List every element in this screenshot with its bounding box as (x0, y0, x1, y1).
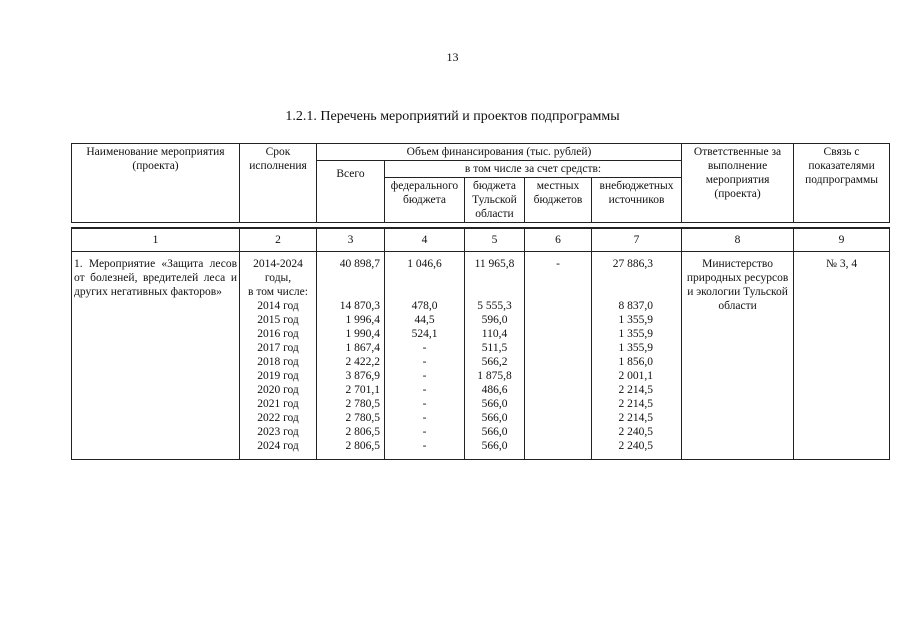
cell-line: 2 214,5 (618, 412, 654, 424)
cell-line: 2 701,1 (345, 384, 380, 396)
cell-line (387, 271, 462, 285)
cell-line: 566,0 (481, 440, 508, 452)
cell-line: 2 240,5 (618, 440, 654, 452)
cell-line: 566,0 (481, 412, 508, 424)
document-title: 1.2.1. Перечень мероприятий и проектов подпрограммы (285, 109, 620, 124)
column-number: 5 (465, 228, 525, 252)
column-number: 4 (385, 228, 465, 252)
cell-line (387, 285, 462, 299)
cell-line: 1 990,4 (345, 328, 380, 340)
header-financing: Объем финансирования (тыс. рублей) (317, 144, 682, 161)
cell-line: 110,4 (481, 328, 508, 340)
header-local: местных бюджетов (525, 178, 592, 223)
cell-line: - (422, 370, 427, 382)
header-federal: федерального бюджета (385, 178, 465, 223)
header-name: Наименование мероприятия (проекта) (72, 144, 240, 223)
cell-line: 2 214,5 (618, 398, 654, 410)
cell-line: 1 355,9 (618, 342, 654, 354)
cell-line (319, 271, 380, 285)
cell-line: 511,5 (481, 342, 508, 354)
cell-line: - (422, 342, 427, 354)
cell-line: 2023 год (257, 426, 299, 438)
cell-line: 2014 год (257, 300, 299, 312)
cell-line: 1 867,4 (345, 342, 380, 354)
cell-line: 27 886,3 (612, 258, 654, 270)
cell-line: 2018 год (257, 356, 299, 368)
column-number: 7 (592, 228, 682, 252)
cell-line (594, 285, 653, 299)
total-cell (317, 252, 385, 460)
cell-line (467, 271, 522, 285)
cell-line: 2 806,5 (345, 426, 380, 438)
regional-cell (465, 252, 525, 460)
column-number: 2 (240, 228, 317, 252)
cell-line: 2 001,1 (618, 370, 654, 382)
cell-line: 8 837,0 (618, 300, 654, 312)
cell-line: 486,6 (481, 384, 508, 396)
cell-line: в том числе: (248, 286, 308, 298)
cell-line: 2 214,5 (618, 384, 654, 396)
column-number: 1 (72, 228, 240, 252)
cell-line: 2 780,5 (345, 398, 380, 410)
cell-line: 44,5 (414, 314, 435, 326)
cell-line: 566,2 (481, 356, 508, 368)
cell-line: 14 870,3 (339, 300, 380, 312)
column-number: 6 (525, 228, 592, 252)
cell-line: 2014-2024 (253, 258, 303, 270)
cell-line: 5 555,3 (477, 300, 512, 312)
cell-line: 2020 год (257, 384, 299, 396)
federal-cell (385, 252, 465, 460)
responsible-cell: Министерство природных ресурсов и экологии Тульской области (682, 252, 794, 460)
cell-line: 1 875,8 (477, 370, 512, 382)
cell-line: 2015 год (257, 314, 299, 326)
column-numbers-row (72, 228, 890, 252)
cell-line: - (422, 384, 427, 396)
cell-line: 40 898,7 (339, 258, 380, 270)
header-sources: в том числе за счет средств: (385, 161, 682, 178)
cell-line: 11 965,8 (474, 258, 515, 270)
cell-line: 3 876,9 (345, 370, 380, 382)
table-row (72, 252, 890, 460)
page-number: 13 (446, 50, 459, 64)
cell-line: 2016 год (257, 328, 299, 340)
cell-line: 566,0 (481, 426, 508, 438)
cell-line: 2 806,5 (345, 440, 380, 452)
cell-line: 1 355,9 (618, 314, 654, 326)
column-number: 8 (682, 228, 794, 252)
cell-line: 1 355,9 (618, 328, 654, 340)
cell-line (467, 285, 522, 299)
cell-line: 478,0 (411, 300, 438, 312)
term-cell (240, 252, 317, 460)
cell-line: годы, (264, 272, 292, 284)
local-cell (525, 252, 592, 460)
cell-line: 2024 год (257, 440, 299, 452)
column-number: 3 (317, 228, 385, 252)
cell-line: - (422, 398, 427, 410)
cell-line: - (556, 258, 560, 270)
cell-line: 2017 год (257, 342, 299, 354)
extra-cell (592, 252, 682, 460)
header-total: Всего (317, 161, 385, 223)
header-extra: внебюджетных источников (592, 178, 682, 223)
cell-line: 596,0 (481, 314, 508, 326)
column-number: 9 (794, 228, 890, 252)
cell-line: 524,1 (411, 328, 438, 340)
cell-line: 2022 год (257, 412, 299, 424)
header-link: Связь с показателями подпрограммы (794, 144, 890, 223)
header-term: Срок исполнения (240, 144, 317, 223)
cell-line: 566,0 (481, 398, 508, 410)
cell-line: 2 780,5 (345, 412, 380, 424)
link-cell: № 3, 4 (794, 252, 890, 460)
cell-line: 2019 год (257, 370, 299, 382)
cell-line: 2 422,2 (345, 356, 380, 368)
cell-line (594, 271, 653, 285)
cell-line: - (422, 356, 427, 368)
cell-line: - (422, 440, 427, 452)
measure-name: 1. Мероприятие «Защита лесов от болезней, вредителей леса и других негативных факторов» (72, 252, 240, 460)
header-regional: бюджета Тульской области (465, 178, 525, 223)
measures-table (71, 143, 890, 460)
cell-line: 1 996,4 (345, 314, 380, 326)
cell-line: 1 046,6 (407, 258, 442, 270)
cell-line: - (422, 412, 427, 424)
header-responsible: Ответственные за выполнение мероприятия (проекта) (682, 144, 794, 223)
cell-line: 2021 год (257, 398, 299, 410)
cell-line: 1 856,0 (618, 356, 654, 368)
cell-line (319, 285, 380, 299)
cell-line: - (422, 426, 427, 438)
cell-line: 2 240,5 (618, 426, 654, 438)
